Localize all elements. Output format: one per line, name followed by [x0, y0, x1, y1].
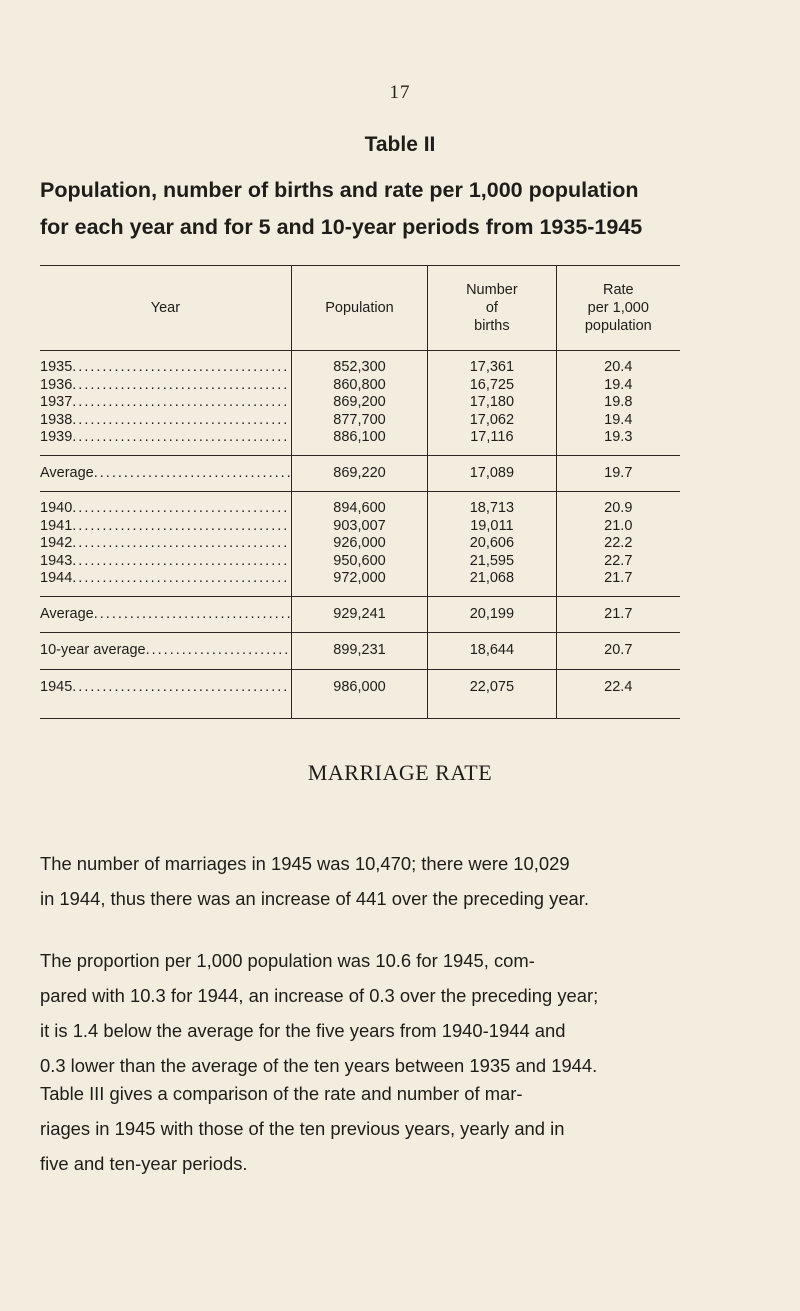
- dot-leader: [72, 553, 290, 571]
- cell-value: 903,007: [333, 517, 386, 534]
- cell-value: 860,800: [333, 376, 386, 393]
- table-row-group: [40, 351, 680, 456]
- cell-value: 926,000: [333, 535, 386, 551]
- row-label-text: 1936: [40, 376, 73, 393]
- cell-value: 17,116: [470, 429, 514, 445]
- cell-value: 21.7: [604, 570, 633, 586]
- cell-value: 18,644: [469, 642, 515, 658]
- rate-column-cell: [556, 633, 680, 669]
- dot-leader: [94, 465, 290, 483]
- cell-value: 886,100: [333, 429, 386, 445]
- paragraph-line: 0.3 lower than the average of the ten years between 1935 and 1944.: [40, 1055, 598, 1076]
- cell-value: 869,220: [333, 464, 386, 481]
- row-label: [40, 412, 290, 430]
- births-column-cell: [427, 633, 555, 669]
- cell-value: 22,075: [469, 678, 515, 695]
- cell-value: 21.7: [604, 605, 633, 622]
- row-label-text: 1940: [40, 500, 73, 516]
- cell-value: 894,600: [333, 500, 386, 516]
- column-header-rate: [556, 266, 680, 350]
- row-label-text: 1941: [40, 517, 73, 534]
- row-label-text: 1938: [40, 411, 73, 428]
- row-label-text: 1943: [40, 552, 73, 569]
- population-column-cell: [291, 633, 427, 669]
- marriage-paragraph-3: [40, 1076, 760, 1181]
- cell-value: 18,713: [469, 500, 515, 516]
- dot-leader: [72, 394, 290, 412]
- dot-leader: [94, 606, 290, 624]
- births-table: [40, 265, 680, 719]
- row-label: [40, 570, 290, 588]
- cell-value: 19.8: [604, 394, 633, 410]
- column-header-births-line: Number: [466, 282, 518, 298]
- table-body: [40, 351, 680, 719]
- cell-value: 19.7: [604, 464, 633, 481]
- dot-leader: [72, 377, 290, 395]
- row-label: [40, 679, 290, 697]
- row-label: [40, 394, 290, 412]
- rate-column-cell: [556, 456, 680, 492]
- rate-column-cell: [556, 670, 680, 719]
- column-header-births: [427, 266, 555, 350]
- row-label-text: Average: [40, 464, 94, 481]
- row-label: [40, 606, 290, 624]
- row-label-text: 1944: [40, 570, 73, 586]
- table-column-headers: [40, 266, 680, 351]
- row-label-text: 1939: [40, 429, 73, 445]
- dot-leader: [72, 500, 290, 518]
- row-label: [40, 535, 290, 553]
- paragraph-line: in 1944, thus there was an increase of 441 over the preceding year.: [40, 888, 590, 909]
- rate-column-cell: [556, 597, 680, 633]
- year-column-cell: [40, 456, 291, 492]
- table-heading-line: for each year and for 5 and 10-year periods from 1935-1945: [40, 215, 643, 239]
- cell-value: 899,231: [333, 642, 386, 658]
- row-label-text: 10-year average: [40, 642, 146, 658]
- table-row-group: [40, 633, 680, 670]
- rate-column-cell: [556, 351, 680, 455]
- row-label-text: Average: [40, 605, 94, 622]
- row-label: [40, 377, 290, 395]
- paragraph-line: riages in 1945 with those of the ten previous years, yearly and in: [40, 1118, 565, 1139]
- cell-value: 950,600: [333, 552, 386, 569]
- cell-value: 21.0: [604, 517, 633, 534]
- cell-value: 17,180: [469, 394, 515, 410]
- table-heading: [40, 172, 760, 246]
- cell-value: 22.2: [604, 535, 633, 551]
- dot-leader: [72, 359, 290, 377]
- population-column-cell: [291, 351, 427, 455]
- cell-value: 852,300: [333, 359, 386, 375]
- row-label: [40, 465, 290, 483]
- year-column-cell: [40, 597, 291, 633]
- row-label-text: 1935: [40, 359, 73, 375]
- paragraph-line: Table III gives a comparison of the rate and number of mar-: [40, 1083, 523, 1104]
- cell-value: 17,361: [469, 359, 515, 375]
- cell-value: 19,011: [470, 517, 514, 534]
- cell-value: 22.4: [604, 678, 633, 695]
- cell-value: 929,241: [333, 605, 386, 622]
- paragraph-line: it is 1.4 below the average for the five years from 1940-1944 and: [40, 1020, 566, 1041]
- dot-leader: [146, 642, 290, 660]
- cell-value: 20,199: [469, 605, 515, 622]
- cell-value: 19.4: [604, 376, 633, 393]
- paragraph-line: five and ten-year periods.: [40, 1153, 248, 1174]
- table-title: Table II: [364, 133, 436, 156]
- column-header-births-line: births: [474, 318, 510, 334]
- population-column-cell: [291, 597, 427, 633]
- cell-value: 20.4: [604, 359, 633, 375]
- column-header-population: Population: [291, 266, 427, 350]
- population-column-cell: [291, 492, 427, 596]
- cell-value: 19.4: [604, 411, 633, 428]
- dot-leader: [72, 535, 290, 553]
- rate-column-cell: [556, 492, 680, 596]
- table-row-group: [40, 456, 680, 493]
- dot-leader: [72, 429, 290, 447]
- cell-value: 972,000: [333, 570, 386, 586]
- column-header-births-line: of: [485, 300, 498, 316]
- column-header-year: Year: [150, 300, 181, 316]
- cell-value: 20.7: [604, 642, 633, 658]
- year-column-cell: [40, 492, 291, 596]
- table-row-group: [40, 492, 680, 597]
- marriage-paragraph-2: [40, 943, 760, 1083]
- row-label: [40, 359, 290, 377]
- cell-value: 16,725: [469, 376, 515, 393]
- paragraph-line: The proportion per 1,000 population was 10.6 for 1945, com-: [40, 950, 535, 971]
- cell-value: 21,068: [469, 570, 515, 586]
- table-row-group: [40, 597, 680, 634]
- paragraph-line: The number of marriages in 1945 was 10,470; there were 10,029: [40, 853, 570, 874]
- births-column-cell: [427, 456, 555, 492]
- paragraph-line: pared with 10.3 for 1944, an increase of 0.3 over the preceding year;: [40, 985, 599, 1006]
- page-number: 17: [389, 82, 411, 103]
- dot-leader: [72, 570, 290, 588]
- column-header-rate-line: per 1,000: [587, 300, 649, 316]
- cell-value: 869,200: [333, 394, 386, 410]
- year-column-cell: [40, 670, 291, 719]
- row-label: [40, 642, 290, 660]
- row-label: [40, 429, 290, 447]
- population-column-cell: [291, 670, 427, 719]
- marriage-rate-title: MARRIAGE RATE: [307, 760, 493, 785]
- row-label: [40, 500, 290, 518]
- marriage-paragraph-1: [40, 846, 760, 916]
- dot-leader: [72, 679, 290, 697]
- year-column-cell: [40, 633, 291, 669]
- table-heading-line: Population, number of births and rate per 1,000 population: [40, 178, 639, 202]
- population-column-cell: [291, 456, 427, 492]
- births-column-cell: [427, 670, 555, 719]
- cell-value: 21,595: [469, 552, 515, 569]
- column-header-rate-line: Rate: [602, 282, 634, 298]
- row-label: [40, 553, 290, 571]
- births-column-cell: [427, 597, 555, 633]
- row-label-text: 1942: [40, 535, 73, 551]
- cell-value: 877,700: [333, 411, 386, 428]
- dot-leader: [72, 518, 290, 536]
- cell-value: 17,062: [469, 411, 515, 428]
- year-column-cell: [40, 351, 291, 455]
- column-header-rate-line: population: [584, 318, 652, 334]
- cell-value: 986,000: [333, 678, 386, 695]
- births-column-cell: [427, 351, 555, 455]
- births-column-cell: [427, 492, 555, 596]
- row-label-text: 1937: [40, 394, 73, 410]
- row-label-text: 1945: [40, 678, 73, 695]
- dot-leader: [72, 412, 290, 430]
- cell-value: 20,606: [469, 535, 515, 551]
- table-row-group: [40, 670, 680, 720]
- cell-value: 19.3: [604, 429, 633, 445]
- cell-value: 17,089: [469, 464, 515, 481]
- cell-value: 22.7: [604, 552, 633, 569]
- cell-value: 20.9: [604, 500, 633, 516]
- row-label: [40, 518, 290, 536]
